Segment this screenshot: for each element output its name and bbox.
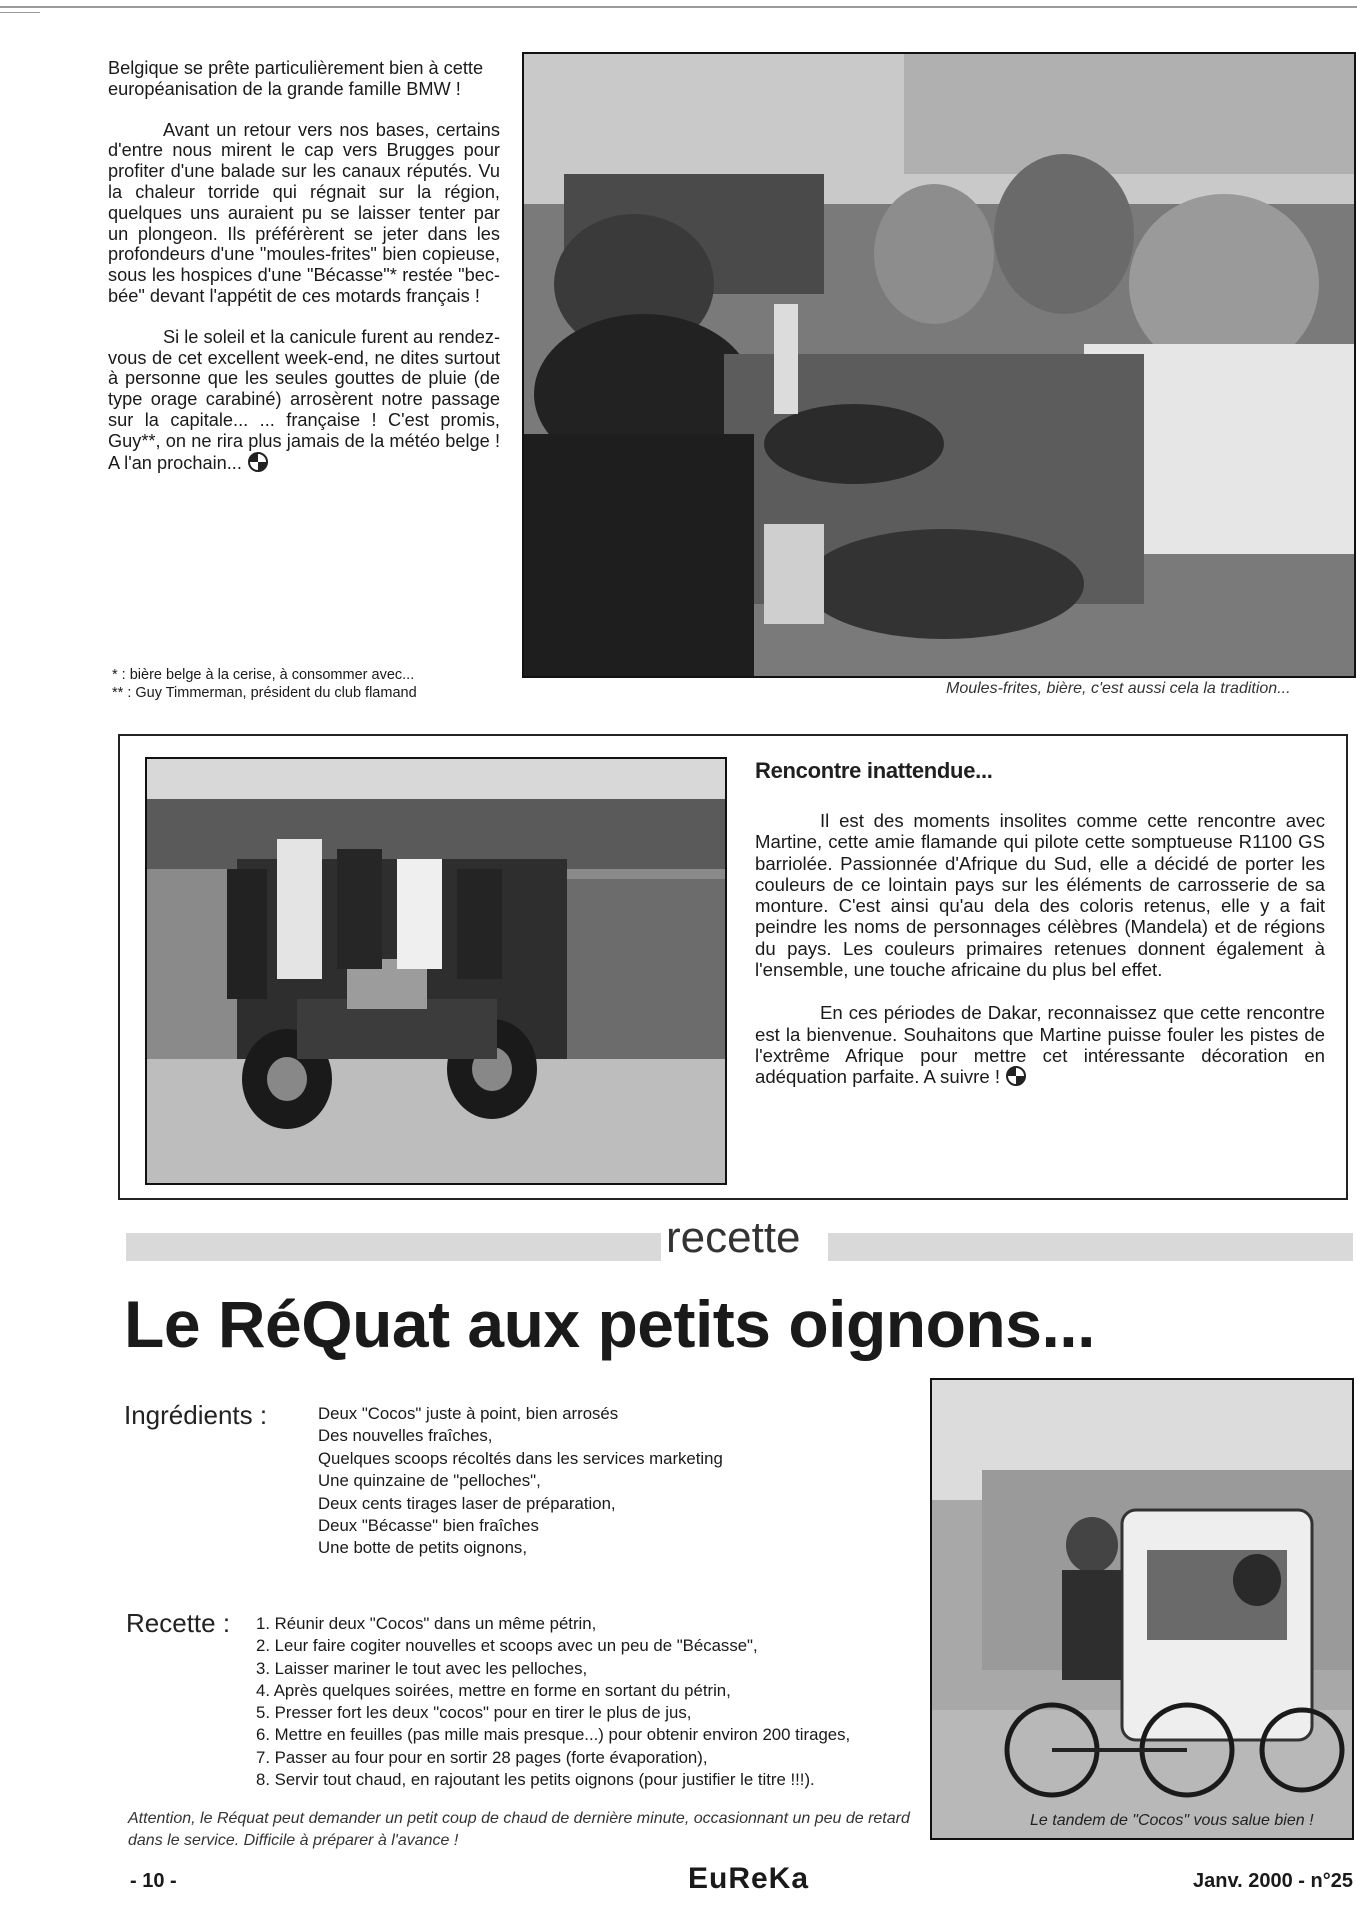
footnote-1: * : bière belge à la cerise, à consommer avec... [112,667,415,683]
tandem-photo [930,1378,1354,1840]
section-label: recette [666,1213,801,1262]
list-item: 8. Servir tout chaud, en rajoutant les petits oignons (pour justifier le titre !!!). [256,1770,815,1790]
list-item: 4. Après quelques soirées, mettre en forme en sortant du pétrin, [256,1680,731,1700]
list-item: Deux "Cocos" juste à point, bien arrosés [318,1404,619,1423]
recipe-note: Attention, le Réquat peut demander un petit coup de chaud de dernière minute, occasionnant un peu de retard dans le service. Difficile à préparer à l'avance ! [128,1810,910,1849]
encounter-title: Rencontre inattendue... [755,758,993,783]
tandem-photo-art [932,1380,1352,1838]
top-rule-mark [0,12,40,13]
motorcycle-photo [145,757,727,1185]
section-band-right [828,1233,1353,1261]
footnotes [112,666,512,702]
list-item: 3. Laisser mariner le tout avec les pelloches, [256,1658,588,1678]
encounter-paragraph-2: En ces périodes de Dakar, reconnaissez que cette rencontre est la bienvenue. Souhaitons que Martine puisse fouler les pistes de l'extrême Afrique pour mettre cet intéressante décoration en adéquation parfaite. A suivre ! [755,1002,1325,1088]
article-paragraph-2: Avant un retour vers nos bases, certains d'entre nous mirent le cap vers Brugges pour profiter d'une balade sur les canaux réputés. Vu la chaleur torride qui régnait sur la région, quelques uns auraient pu se laisser tenter par un plongeon. Ils préférèrent se jeter dans les profondeurs d'une "moules-frites" bien copieuse, sous les hospices d'une "Bécasse"* restée "bec-bée" devant l'appétit de ces motards français ! [108,119,500,306]
moules-frites-photo-art [524,54,1354,676]
footnote-2: ** : Guy Timmerman, président du club flamand [112,685,417,701]
article-text [108,58,500,473]
section-band-left [126,1233,661,1261]
moules-frites-photo [522,52,1356,678]
ingredients-list [318,1403,723,1560]
list-item: Deux cents tirages laser de préparation, [318,1493,616,1513]
encounter-paragraph-2-wrap [755,1002,1325,1087]
encounter-text [755,810,1325,1088]
encounter-paragraph-1: Il est des moments insolites comme cette rencontre avec Martine, cette amie flamande qui pilote cette somptueuse R1100 GS barriolée. Passionnée d'Afrique du Sud, elle a décidé de porter les couleurs de ce lointain pays sur les éléments de carrosserie de sa monture. C'est ainsi qu'au dela des coloris retenus, elle y a fait peindre les noms de personnages célèbres (Mandela) et de régions du pays. Les couleurs primaires retenues donnent également à l'ensemble, une touche africaine du plus bel effet. [755,810,1325,981]
article-paragraph-3-wrap [108,327,500,474]
steps-label: Recette : [126,1608,231,1638]
bmw-roundel-icon [1006,1066,1026,1086]
list-item: Quelques scoops récoltés dans les services marketing [318,1448,723,1468]
top-rule [0,6,1357,8]
list-item: Deux "Bécasse" bien fraîches [318,1516,539,1536]
list-item: Des nouvelles fraîches, [318,1426,493,1446]
list-item: 7. Passer au four pour en sortir 28 pages (forte évaporation), [256,1747,708,1767]
tandem-caption: Le tandem de "Cocos" vous salue bien ! [1030,1812,1314,1829]
motorcycle-photo-art [147,759,725,1183]
list-item: Une quinzaine de "pelloches", [318,1471,541,1491]
recipe-title: Le RéQuat aux petits oignons... [124,1287,1095,1361]
article-paragraph-1: Belgique se prête particulièrement bien à cette européanisation de la grande famille BMW ! [108,58,484,99]
bmw-roundel-icon [248,452,268,472]
list-item: Une botte de petits oignons, [318,1538,527,1558]
steps-list [256,1613,850,1791]
page-number: - 10 - [130,1870,177,1892]
moules-frites-caption: Moules-frites, bière, c'est aussi cela la tradition... [946,680,1291,697]
list-item: 6. Mettre en feuilles (pas mille mais presque...) pour obtenir environ 200 tirages, [256,1725,851,1745]
ingredients-label: Ingrédients : [124,1400,268,1430]
list-item: 2. Leur faire cogiter nouvelles et scoops avec un peu de "Bécasse", [256,1636,758,1656]
magazine-logo: EuReKa [688,1862,810,1895]
list-item: 1. Réunir deux "Cocos" dans un même pétrin, [256,1614,597,1633]
article-paragraph-3: Si le soleil et la canicule furent au rendez-vous de cet excellent week-end, ne dites surtout à personne que les seules gouttes de pluie (de type orage carabiné) arrosèrent notre passage sur la capitale... ... française ! C'est promis, Guy**, on ne rira plus jamais de la météo belge ! A l'an prochain... [108,326,500,473]
issue-label: Janv. 2000 - n°25 [1193,1870,1353,1892]
list-item: 5. Presser fort les deux "cocos" pour en tirer le plus de jus, [256,1703,692,1723]
